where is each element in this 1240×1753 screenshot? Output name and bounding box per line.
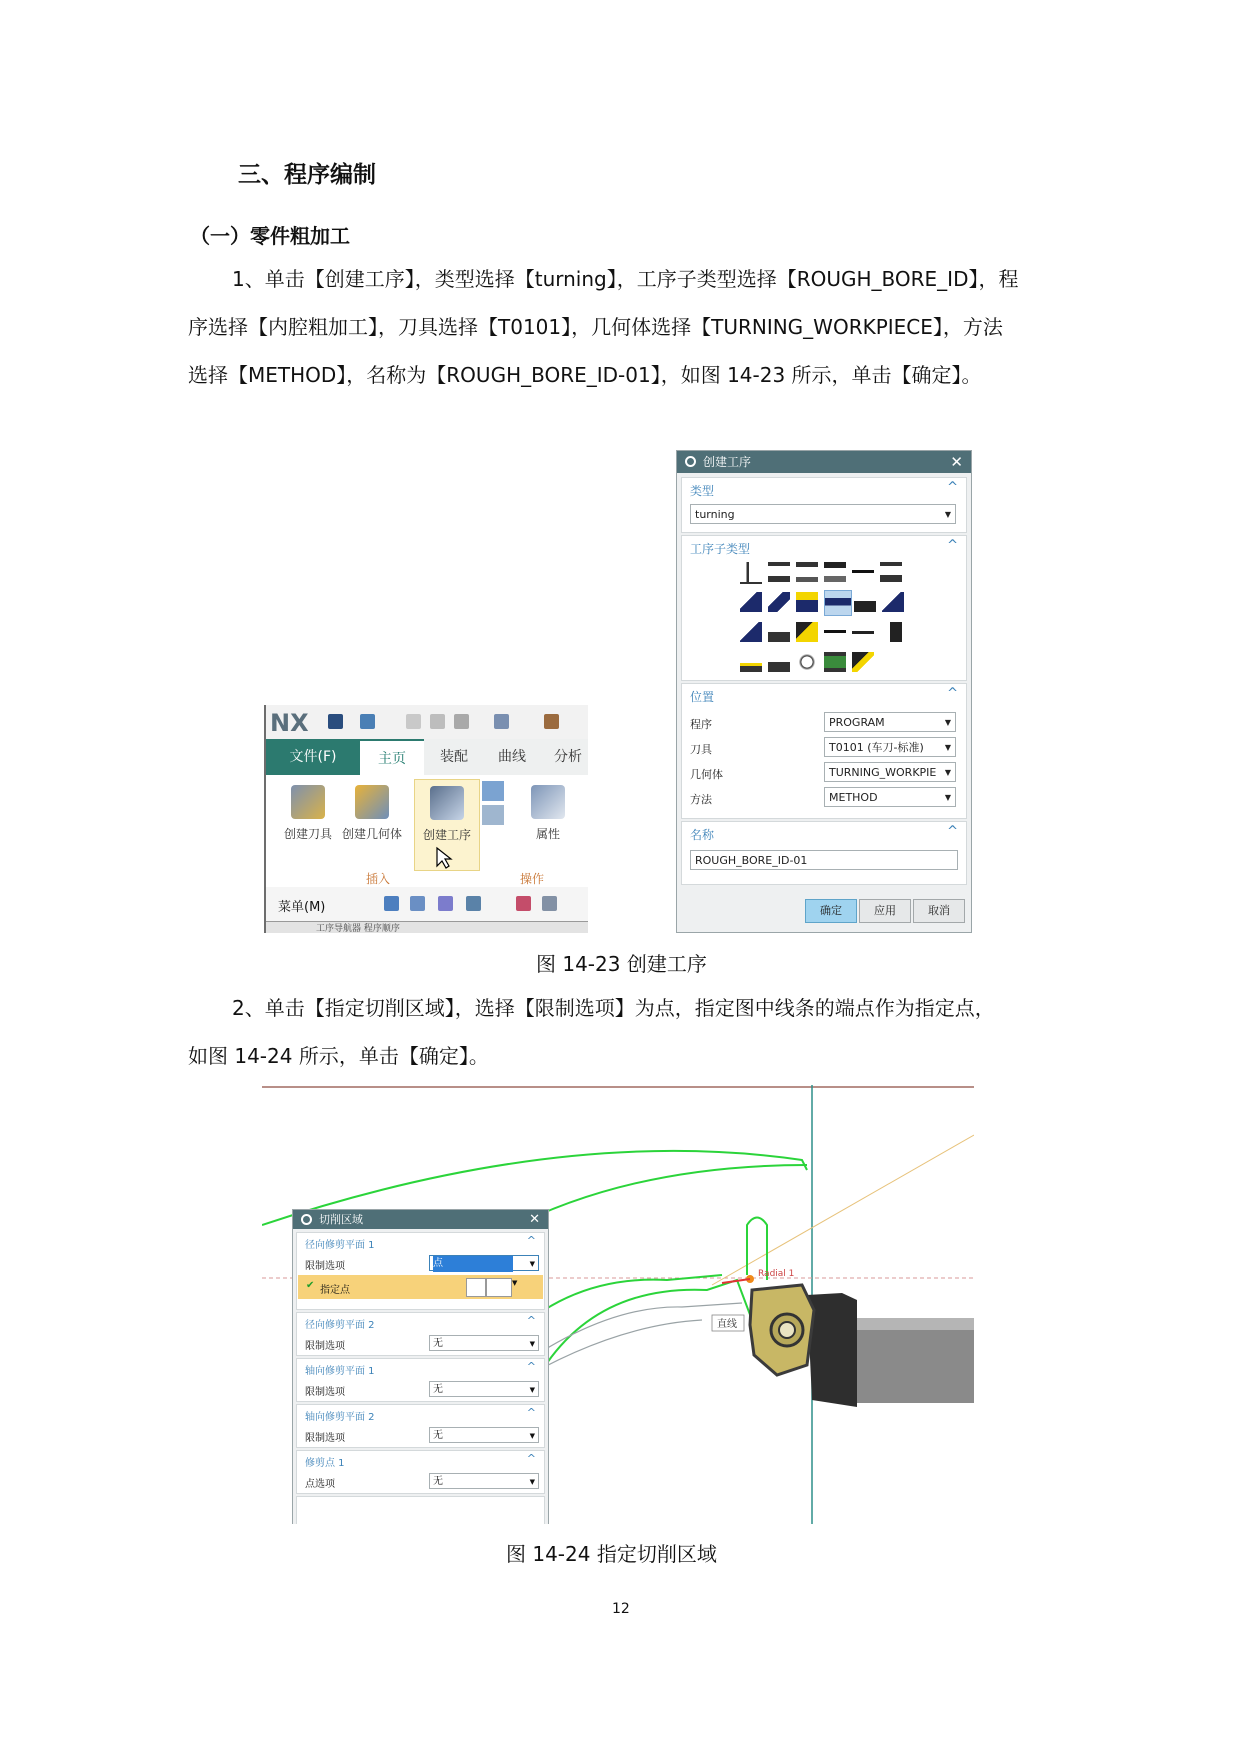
section-header[interactable]: 轴向修剪平面 1	[305, 1366, 375, 1377]
verify-icon[interactable]	[542, 896, 557, 911]
subtype-op-icon[interactable]	[824, 652, 846, 672]
section-header[interactable]: 轴向修剪平面 2	[305, 1412, 375, 1423]
subtype-op-icon[interactable]	[824, 562, 846, 582]
geometry-label: 几何体	[690, 768, 723, 781]
subtype-op-icon[interactable]	[740, 622, 762, 642]
program-select[interactable]	[824, 712, 956, 732]
dropdown-arrow-icon: ▼	[944, 510, 951, 519]
filter-icon-4[interactable]	[466, 896, 481, 911]
limit-option-label: 限制选项	[305, 1261, 345, 1272]
subtype-op-icon[interactable]	[852, 652, 874, 672]
tab-file[interactable]: 文件(F)	[266, 739, 360, 775]
limit-option-label: 限制选项	[305, 1433, 345, 1444]
close-icon[interactable]: ✕	[950, 453, 963, 471]
dropdown-arrow-icon: ▼	[529, 1386, 535, 1394]
tab-analysis[interactable]: 分析	[554, 749, 582, 765]
tool-value: T0101 (车刀-标准)	[829, 741, 924, 754]
subtype-op-icon[interactable]	[740, 592, 762, 612]
quick-access-toolbar	[266, 705, 588, 739]
limit-option-value: 点	[433, 1256, 513, 1272]
save-icon[interactable]	[328, 714, 343, 729]
command-icon[interactable]	[494, 714, 509, 729]
nx-ribbon	[264, 705, 588, 933]
radial-label: Radial 1	[758, 1269, 795, 1279]
specify-point-row[interactable]	[298, 1275, 543, 1299]
subtype-op-icon[interactable]	[768, 652, 790, 672]
type-select-value: turning	[695, 508, 735, 521]
program-value: PROGRAM	[829, 716, 885, 729]
subtype-op-icon[interactable]	[880, 622, 902, 642]
specify-point-label: 指定点	[320, 1285, 350, 1296]
collapse-icon[interactable]: ^	[947, 480, 958, 495]
properties-icon	[531, 785, 565, 819]
subtype-op-icon[interactable]	[882, 592, 904, 612]
axial-trim-plane-2-section	[296, 1404, 545, 1448]
subtype-op-icon[interactable]	[768, 592, 790, 612]
collapse-icon[interactable]: ^	[526, 1360, 536, 1373]
subtype-op-icon[interactable]	[740, 652, 762, 672]
dropdown-arrow-icon[interactable]: ▼	[512, 1279, 518, 1287]
navigator-strip	[266, 921, 588, 933]
location-section	[681, 683, 967, 819]
group-operations: 操作	[520, 872, 545, 886]
subtype-section-header[interactable]: 工序子类型	[690, 542, 751, 556]
axial-trim-plane-1-section	[296, 1358, 545, 1402]
method-select[interactable]	[824, 787, 956, 807]
subtype-op-icon[interactable]	[854, 592, 876, 612]
limit-option-label: 限制选项	[305, 1387, 345, 1398]
point-dialog-icon[interactable]	[466, 1278, 486, 1297]
collapse-icon[interactable]: ^	[947, 538, 958, 553]
method-label: 方法	[690, 793, 712, 806]
collapse-icon[interactable]: ^	[526, 1452, 536, 1465]
create-geometry-label: 创建几何体	[341, 827, 402, 841]
limit-option-select[interactable]	[429, 1427, 539, 1443]
name-value: ROUGH_BORE_ID-01	[695, 854, 808, 867]
geometry-select[interactable]	[824, 762, 956, 782]
dropdown-arrow-icon: ▼	[944, 743, 951, 752]
small-operation-icon-2[interactable]	[482, 805, 504, 825]
gear-icon	[685, 456, 696, 467]
subtype-op-icon[interactable]	[796, 592, 818, 612]
inferred-point-icon[interactable]	[486, 1278, 512, 1297]
nx-logo: NX	[270, 709, 309, 737]
geometry-value: TURNING_WORKPIE	[829, 766, 937, 779]
tool-label: 刀具	[690, 743, 712, 756]
subtype-op-icon[interactable]	[740, 562, 762, 584]
subtype-op-icon[interactable]	[768, 622, 790, 642]
filter-icon-1[interactable]	[384, 896, 399, 911]
program-label: 程序	[690, 718, 712, 731]
subtype-op-icon[interactable]	[852, 622, 874, 642]
limit-option-select[interactable]	[429, 1255, 539, 1271]
undo-icon[interactable]	[360, 714, 375, 729]
create-tool-label: 创建刀具	[283, 827, 332, 841]
create-geometry-icon	[355, 785, 389, 819]
limit-option-value: 无	[433, 1338, 443, 1349]
dropdown-arrow-icon: ▼	[529, 1432, 535, 1440]
figure-caption-14-24: 图 14-24 指定切削区域	[506, 1542, 717, 1566]
method-value: METHOD	[829, 791, 878, 804]
small-operation-icon-1[interactable]	[482, 781, 504, 801]
limit-option-label: 限制选项	[305, 1341, 345, 1352]
type-section-header[interactable]: 类型	[690, 484, 715, 498]
paragraph-2-line-1: 2、单击【指定切削区域】，选择【限制选项】为点，指定图中线条的端点作为指定点，	[232, 996, 995, 1020]
subtype-op-icon[interactable]	[852, 562, 874, 582]
check-icon: ✔	[306, 1280, 315, 1291]
cut-dialog-title-bar	[293, 1210, 548, 1229]
cut-region-figure	[262, 1085, 974, 1524]
properties-label: 属性	[535, 827, 560, 841]
navigator-tabs: 工序导航器 程序顺序	[316, 924, 400, 933]
paragraph-1-line-3: 选择【METHOD】，名称为【ROUGH_BORE_ID-01】，如图 14-23 所示，单击【确定】。	[188, 363, 982, 387]
tab-assembly[interactable]: 装配	[440, 749, 468, 765]
cut-icon[interactable]	[406, 714, 421, 729]
point-option-select[interactable]	[429, 1473, 539, 1489]
dropdown-arrow-icon: ▼	[529, 1340, 535, 1348]
filter-icon-2[interactable]	[410, 896, 425, 911]
properties-button[interactable]	[516, 779, 580, 869]
name-section	[681, 821, 967, 885]
radial-trim-plane-2-section	[296, 1312, 545, 1356]
create-operation-icon	[430, 786, 464, 820]
create-tool-icon	[291, 785, 325, 819]
subtype-section	[681, 535, 967, 681]
collapse-icon[interactable]: ^	[526, 1314, 536, 1327]
close-icon[interactable]: ✕	[529, 1212, 540, 1227]
type-section	[681, 477, 967, 533]
subtype-op-icon[interactable]	[796, 562, 818, 582]
limit-option-value: 无	[433, 1384, 443, 1395]
menu-bar	[266, 887, 588, 921]
cut-region-dialog	[292, 1209, 549, 1524]
collapse-icon[interactable]: ^	[947, 686, 958, 701]
section-heading: 三、程序编制	[238, 162, 376, 188]
dropdown-arrow-icon: ▼	[944, 718, 951, 727]
subtype-op-icon[interactable]	[796, 622, 818, 642]
section-header[interactable]: 径向修剪平面 1	[305, 1240, 375, 1251]
subtype-op-icon[interactable]	[796, 652, 818, 672]
tool-icon[interactable]	[544, 714, 559, 729]
rough-bore-id-icon[interactable]	[824, 590, 852, 616]
mouse-cursor-icon	[435, 846, 455, 870]
create-operation-label: 创建工序	[422, 828, 471, 842]
menu-button[interactable]: 菜单(M)	[278, 900, 326, 915]
dropdown-arrow-icon: ▼	[944, 768, 951, 777]
ribbon-tabs	[266, 739, 588, 775]
limit-option-select[interactable]	[429, 1335, 539, 1351]
paste-icon[interactable]	[454, 714, 469, 729]
gear-icon	[301, 1214, 312, 1225]
paragraph-2-line-2: 如图 14-24 所示，单击【确定】。	[188, 1044, 489, 1068]
group-insert: 插入	[366, 872, 391, 886]
point-option-value: 无	[433, 1476, 443, 1487]
subtype-op-icon[interactable]	[880, 562, 902, 582]
create-geometry-button[interactable]	[340, 779, 404, 869]
trim-point-1-section	[296, 1450, 545, 1494]
page-number: 12	[612, 1601, 630, 1617]
tab-home[interactable]: 主页	[360, 739, 424, 777]
dropdown-arrow-icon: ▼	[529, 1478, 535, 1486]
dialog-title: 创建工序	[703, 455, 752, 469]
limit-option-select[interactable]	[429, 1381, 539, 1397]
cancel-button[interactable]: 取消	[913, 899, 965, 923]
ribbon-home-panel	[266, 775, 588, 888]
create-operation-dialog	[676, 450, 972, 933]
section-header[interactable]: 径向修剪平面 2	[305, 1320, 375, 1331]
dropdown-arrow-icon: ▼	[529, 1260, 535, 1268]
name-section-header[interactable]: 名称	[690, 828, 715, 842]
limit-option-value: 无	[433, 1430, 443, 1441]
section-header[interactable]: 修剪点 1	[305, 1458, 345, 1469]
type-select[interactable]	[690, 504, 956, 524]
tab-curve[interactable]: 曲线	[498, 749, 526, 765]
location-section-header[interactable]: 位置	[690, 690, 715, 704]
subtype-op-icon[interactable]	[768, 562, 790, 582]
trim-point-2-section	[296, 1496, 545, 1524]
subtype-op-icon[interactable]	[824, 622, 846, 642]
tool-select[interactable]	[824, 737, 956, 757]
collapse-icon[interactable]: ^	[526, 1234, 536, 1247]
radial-trim-plane-1-section	[296, 1232, 545, 1310]
tooltip-line: 直线	[717, 1319, 737, 1330]
collapse-icon[interactable]: ^	[947, 824, 958, 839]
ok-button[interactable]: 确定	[805, 899, 857, 923]
paragraph-1-line-2: 序选择【内腔粗加工】，刀具选择【T0101】，几何体选择【TURNING_WORKPIECE】，方法	[188, 315, 1003, 339]
cut-dialog-title: 切削区域	[319, 1213, 363, 1226]
figure-caption-14-23: 图 14-23 创建工序	[536, 952, 707, 976]
name-input[interactable]	[690, 850, 958, 870]
dropdown-arrow-icon: ▼	[944, 793, 951, 802]
dialog-title-bar	[677, 451, 971, 473]
create-operation-button[interactable]	[414, 779, 480, 871]
paragraph-1-line-1: 1、单击【创建工序】，类型选择【turning】，工序子类型选择【ROUGH_BORE_ID】，程	[232, 267, 1019, 291]
subsection-heading: （一）零件粗加工	[190, 224, 350, 248]
apply-button[interactable]: 应用	[859, 899, 911, 923]
copy-icon[interactable]	[430, 714, 445, 729]
collapse-icon[interactable]: ^	[526, 1406, 536, 1419]
point-option-label: 点选项	[305, 1479, 335, 1490]
create-tool-button[interactable]	[276, 779, 340, 869]
toolpath-icon[interactable]	[516, 896, 531, 911]
filter-icon-3[interactable]	[438, 896, 453, 911]
